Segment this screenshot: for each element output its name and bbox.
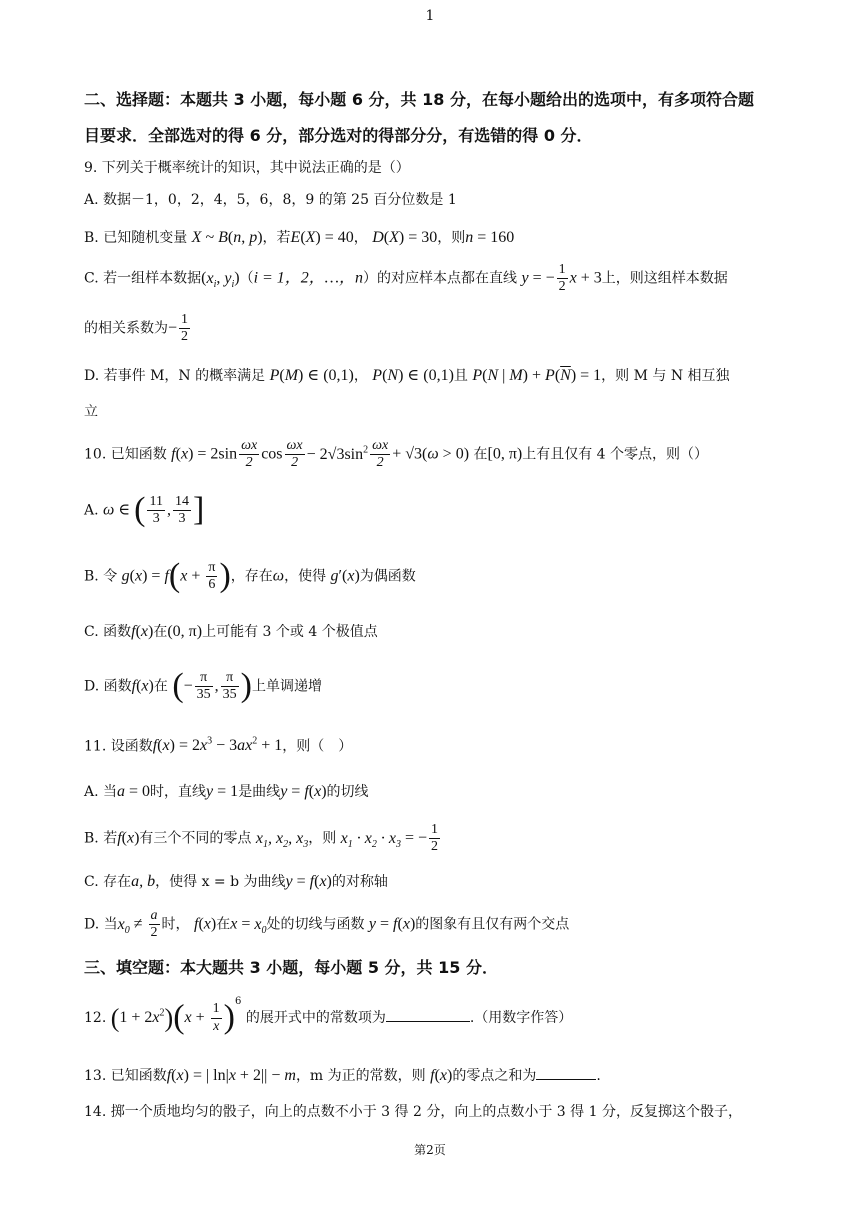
q11-stem: 11. 设函数$f(x) = 2x^3 - 3ax^2 + 1$，则（ ） xyxy=(84,736,353,755)
q9-option-d-line2: 立 xyxy=(84,404,98,420)
q11-option-c: C. 存在a, b，使得 x = b 为曲线y = f(x)的对称轴 xyxy=(84,873,388,890)
q11-option-d: D. 当$x_0$ ≠ $\frac{a}{2}$ 时， f(x)在$x = x_0$处的切线与函数 y = f(x)的图象有且仅有两个交点 xyxy=(84,908,570,941)
q10-option-a: A. ω ∈ ( $\frac{11}{3}$ , $\frac{14}{3}$ ] xyxy=(84,491,205,528)
q12-answer-blank[interactable] xyxy=(386,1021,470,1022)
q10-stem: 10. 已知函数 f(x) = 2sin $\frac{\omega x}{2}$ cos $\frac{\omega x}{2}$ − $2√3\sin^2$ $\frac{\omega x}{2}$ + √3(ω > 0) 在[0, π)上有且仅有 4 个零点，则（） xyxy=(84,438,709,471)
section2-heading-line1: 二、选择题：本题共 3 小题，每小题 6 分，共 18 分，在每小题给出的选项中，有多项符合题 xyxy=(84,90,754,109)
q9-option-c-line2: 的相关系数为− $\frac{1}{2}$ xyxy=(84,312,189,345)
q10-option-d: D. 函数f(x)在 (− $\frac{\pi}{35}$ , $\frac{\pi}{35}$ )上单调递增 xyxy=(84,667,322,704)
q10-option-c: C. 函数f(x)在(0, π)上可能有 3 个或 4 个极值点 xyxy=(84,623,378,640)
q11-option-a: A. 当a = 0时，直线y = 1是曲线y = f(x)的切线 xyxy=(84,783,369,800)
page-footer-label: 第2页 xyxy=(414,1143,446,1157)
q14-stem: 14. 掷一个质地均匀的骰子，向上的点数不小于 3 得 2 分，向上的点数小于 3 得 1 分，反复掷这个骰子， xyxy=(84,1104,742,1120)
q9-option-d: D. 若事件 M，N 的概率满足 P(M) ∈ (0,1)， P(N) ∈ (0,1)且 P(N | $M) + P(\overline{N}) = 1$，则 M 与 N 相互独 xyxy=(84,367,730,384)
q13-stem: 13. 已知函数f(x) = | ln|x + 2|| − m，m 为正的常数，则 f(x)的零点之和为 . xyxy=(84,1067,601,1084)
q9-option-c: C. 若一组样本数据($x_i$, $y_i)(i = 1$，2，…，n）的对应样本点都在直线 y = − $\frac{1}{2}$ x + 3上，则这组样本数据 xyxy=(84,262,728,295)
page-number-top: 1 xyxy=(425,8,435,24)
q9-option-a: A. 数据－1，0，2，4，5，6，8，9 的第 25 百分位数是 1 xyxy=(84,192,457,208)
q13-answer-blank[interactable] xyxy=(536,1079,596,1080)
q10-option-b: B. 令 g(x) = f(x + $\frac{\pi}{6}$ )，存在ω，使得 g′(x)为偶函数 xyxy=(84,557,416,594)
q12-stem: 12. $(1 + 2x^2)(x$ + $\frac{1}{x}$ )$^6$ 的展开式中的常数项为 .（用数字作答） xyxy=(84,996,573,1036)
section2-heading-line2: 目要求．全部选对的得 6 分，部分选对的得部分分，有选错的得 0 分． xyxy=(84,126,593,145)
section3-heading: 三、填空题：本大题共 3 小题，每小题 5 分，共 15 分． xyxy=(84,958,498,977)
q11-option-b: B. 若f(x)有三个不同的零点 $x_1$, $x_2$, $x_3$，则 $x_1 \cdot x_2 \cdot x_3$ = − $\frac{1}{2}$ xyxy=(84,822,439,855)
q9-stem: 9. 下列关于概率统计的知识，其中说法正确的是（） xyxy=(84,160,410,176)
q9-option-b: B. 已知随机变量 X ~ B(n, p)，若E(X) = 40， D(X) = 30，则n = 160 xyxy=(84,229,515,246)
